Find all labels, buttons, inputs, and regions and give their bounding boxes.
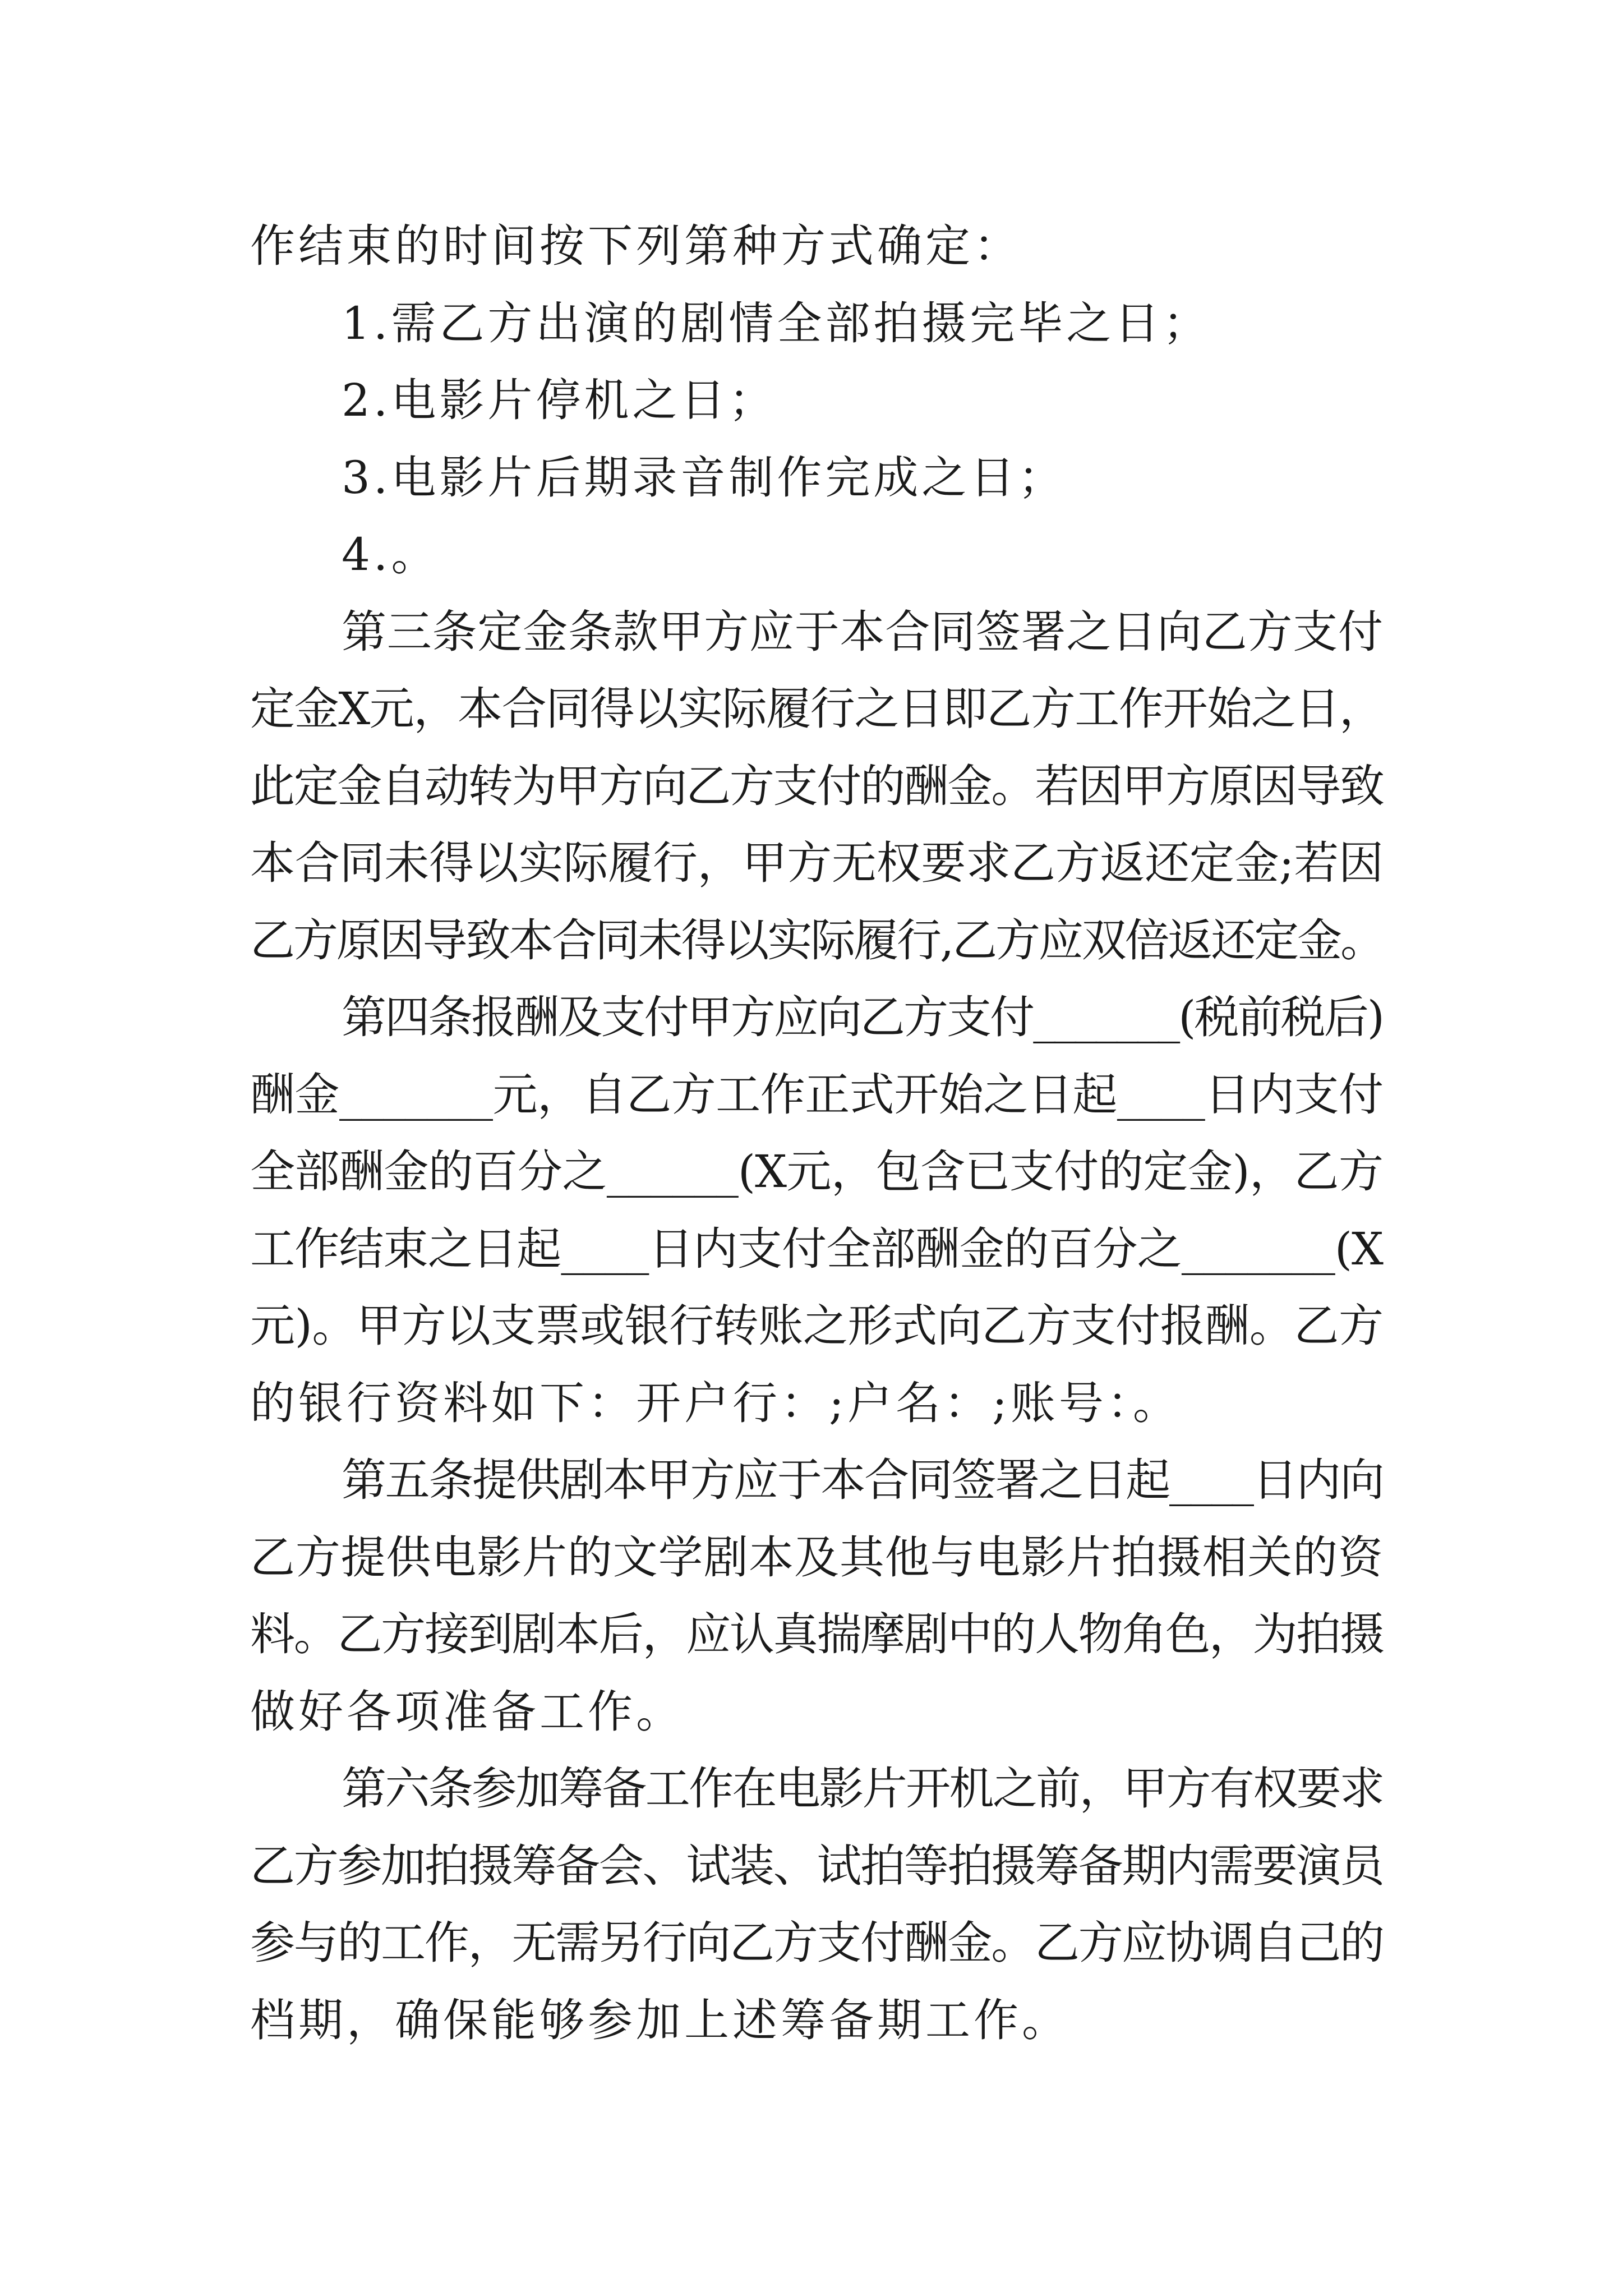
list-item-3: 3.电影片后期录音制作完成之日； [342, 451, 1067, 504]
clause-3-line-2: 定金X元，本合同得以实际履行之日即乙方工作开始之日， [250, 683, 1383, 735]
clause-4-line-3: 全部酬金的百分之______(X元，包含已支付的定金)，乙方 [250, 1145, 1383, 1198]
clause-5-line-1: 第五条提供剧本甲方应于本合同签署之日起____日内向 [342, 1454, 1383, 1506]
clause-3-line-5: 乙方原因导致本合同未得以实际履行,乙方应双倍返还定金。 [250, 914, 1383, 967]
clause-3-line-4: 本合同未得以实际履行，甲方无权要求乙方返还定金;若因 [250, 837, 1383, 889]
clause-6-line-1: 第六条参加筹备工作在电影片开机之前，甲方有权要求 [342, 1763, 1383, 1815]
clause-4-line-6: 的银行资料如下：开户行：;户名：;账号：。 [250, 1377, 1181, 1429]
clause-4-line-5: 元)。甲方以支票或银行转账之形式向乙方支付报酬。乙方 [250, 1300, 1383, 1352]
list-item-4: 4.。 [342, 528, 440, 581]
clause-3-line-3: 此定金自动转为甲方向乙方支付的酬金。若因甲方原因导致 [250, 760, 1383, 812]
list-item-2: 2.电影片停机之日； [342, 374, 777, 426]
clause-4-line-2: 酬金_______元，自乙方工作正式开始之日起____日内支付 [250, 1068, 1383, 1121]
clause-3-line-1: 第三条定金条款甲方应于本合同签署之日向乙方支付 [342, 605, 1383, 658]
clause-6-line-2: 乙方参加拍摄筹备会、试装、试拍等拍摄筹备期内需要演员 [250, 1839, 1383, 1892]
document-page [250, 208, 1383, 2059]
clause-4-line-1: 第四条报酬及支付甲方应向乙方支付_______(税前税后) [342, 991, 1383, 1043]
clause-6-line-3: 参与的工作，无需另行向乙方支付酬金。乙方应协调自己的 [250, 1917, 1383, 1969]
clause-5-line-4: 做好各项准备工作。 [250, 1685, 684, 1738]
text-line-1: 作结束的时间按下列第种方式确定： [250, 220, 1022, 272]
clause-6-line-4: 档期，确保能够参加上述筹备期工作。 [250, 1994, 1070, 2046]
clause-4-line-4: 工作结束之日起____日内支付全部酬金的百分之_______(X [250, 1222, 1383, 1275]
list-item-1: 1.需乙方出演的剧情全部拍摄完毕之日； [342, 297, 1211, 349]
clause-5-line-3: 料。乙方接到剧本后，应认真揣摩剧中的人物角色，为拍摄 [250, 1608, 1383, 1660]
clause-5-line-2: 乙方提供电影片的文学剧本及其他与电影片拍摄相关的资 [250, 1531, 1383, 1584]
